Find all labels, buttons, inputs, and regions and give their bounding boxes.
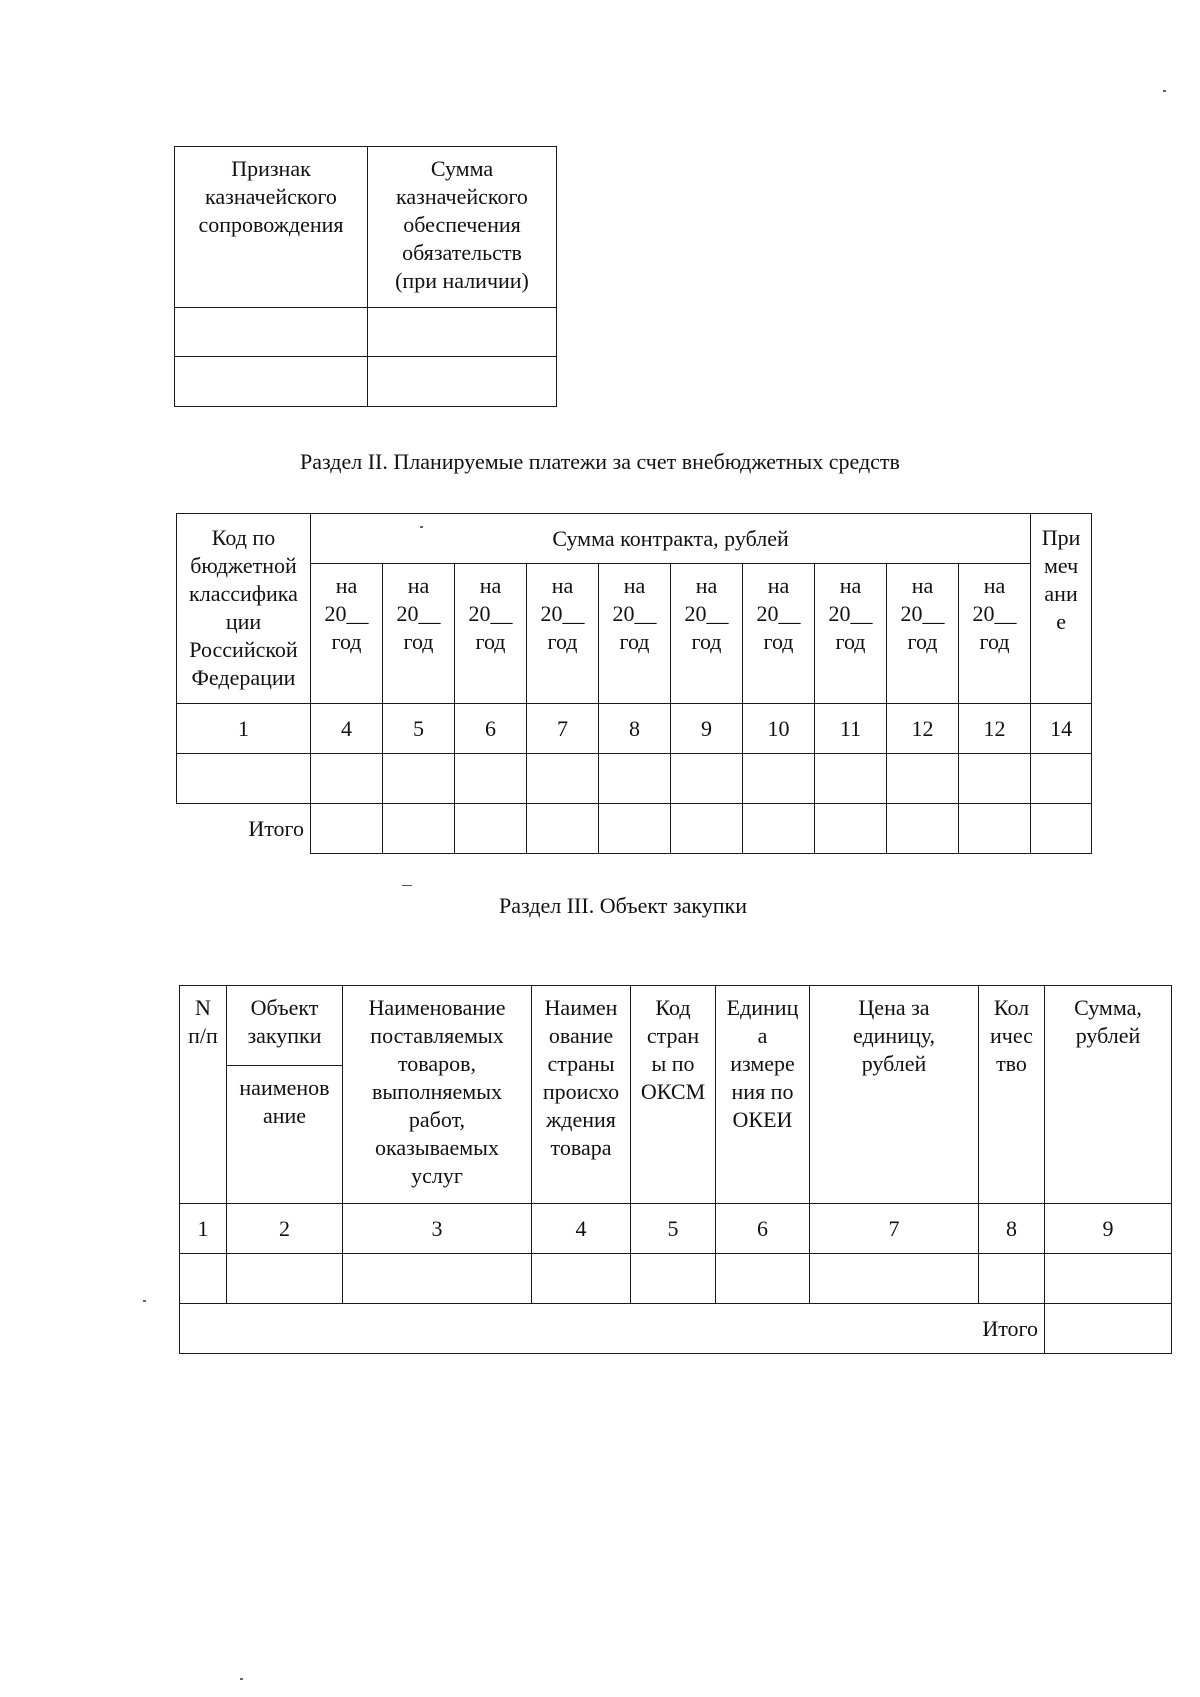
column-number: 3: [343, 1204, 532, 1254]
table-cell: [1031, 804, 1092, 854]
table-cell: [177, 754, 311, 804]
column-number: 8: [979, 1204, 1045, 1254]
section-3-title: Раздел III. Объект закупки: [499, 893, 747, 918]
table-cell: [532, 1254, 631, 1304]
year-header: на 20__ год: [743, 564, 815, 704]
column-number: 6: [716, 1204, 810, 1254]
column-number: 7: [527, 704, 599, 754]
table-cell: [815, 754, 887, 804]
year-header: на 20__ год: [815, 564, 887, 704]
column-number: 8: [599, 704, 671, 754]
np-header: N п/п: [180, 986, 227, 1204]
table-cell: [599, 804, 671, 854]
year-header: на 20__ год: [455, 564, 527, 704]
year-header: на 20__ год: [887, 564, 959, 704]
object-name-subheader: наименов ание: [227, 1066, 343, 1204]
oksm-header: Код стран ы по ОКСМ: [631, 986, 716, 1204]
table-cell: [227, 1254, 343, 1304]
scan-speck: [1163, 90, 1166, 92]
table-cell: [1031, 754, 1092, 804]
column-number: 9: [1045, 1204, 1172, 1254]
table-cell: [311, 804, 383, 854]
table-cell: [887, 754, 959, 804]
table-cell: [368, 357, 557, 407]
year-header: на 20__ год: [671, 564, 743, 704]
year-header: на 20__ год: [527, 564, 599, 704]
scan-speck: [143, 1300, 146, 1302]
total-label: Итого: [180, 1304, 1045, 1354]
object-header: Объект закупки: [227, 986, 343, 1066]
treasury-support-table: [174, 146, 557, 407]
table-cell: [959, 804, 1031, 854]
year-header: на 20__ год: [383, 564, 455, 704]
table-cell: [175, 308, 368, 357]
table-cell: [180, 1254, 227, 1304]
table-cell: [383, 804, 455, 854]
scan-speck: [420, 526, 423, 528]
total-label: Итого: [248, 815, 304, 841]
column-number: 4: [311, 704, 383, 754]
column-number: 14: [1031, 704, 1092, 754]
column-number: 4: [532, 1204, 631, 1254]
table-cell: [175, 357, 368, 407]
table-cell: [455, 804, 527, 854]
sum-header: Сумма, рублей: [1045, 986, 1172, 1204]
column-number: 1: [177, 704, 311, 754]
table-cell: [743, 804, 815, 854]
table-cell: [716, 1254, 810, 1304]
unit-header: Единиц а измере ния по ОКЕИ: [716, 986, 810, 1204]
column-number: 7: [810, 1204, 979, 1254]
table-cell: [959, 754, 1031, 804]
goods-name-header: Наименование поставляемых товаров, выполняемых работ, оказываемых услуг: [343, 986, 532, 1204]
planned-payments-table: [176, 513, 1092, 854]
table-cell: [527, 754, 599, 804]
column-number: 2: [227, 1204, 343, 1254]
price-header: Цена за единицу, рублей: [810, 986, 979, 1204]
table-cell: [671, 804, 743, 854]
table-cell: [599, 754, 671, 804]
table-cell: [368, 308, 557, 357]
treasury-support-header: Признак казначейского сопровождения: [175, 147, 368, 308]
table-cell: [311, 754, 383, 804]
table-cell: [815, 804, 887, 854]
table-cell: [887, 804, 959, 854]
section-2-title: Раздел II. Планируемые платежи за счет внебюджетных средств: [300, 449, 900, 474]
column-number: 5: [631, 1204, 716, 1254]
column-number: 5: [383, 704, 455, 754]
table-cell: [383, 754, 455, 804]
column-number: 12: [887, 704, 959, 754]
treasury-security-sum-header: Сумма казначейского обеспечения обязательств (при наличии): [368, 147, 557, 308]
table-cell: [631, 1254, 716, 1304]
scan-speck: [240, 1678, 243, 1680]
country-header: Наимен ование страны происхо ждения товара: [532, 986, 631, 1204]
column-number: 1: [180, 1204, 227, 1254]
contract-sum-header: Сумма контракта, рублей: [311, 514, 1031, 564]
year-header: на 20__ год: [311, 564, 383, 704]
column-number: 9: [671, 704, 743, 754]
table-cell: [671, 754, 743, 804]
quantity-header: Кол ичес тво: [979, 986, 1045, 1204]
table-cell: [743, 754, 815, 804]
table-cell: [527, 804, 599, 854]
column-number: 6: [455, 704, 527, 754]
note-header: При меч ани е: [1031, 514, 1092, 704]
budget-code-header: Код по бюджетной классифика ции Российской Федерации: [177, 514, 311, 704]
table-cell: [1045, 1254, 1172, 1304]
column-number: 11: [815, 704, 887, 754]
table-cell: [455, 754, 527, 804]
year-header: на 20__ год: [599, 564, 671, 704]
column-number: 12: [959, 704, 1031, 754]
year-header: на 20__ год: [959, 564, 1031, 704]
column-number: 10: [743, 704, 815, 754]
table-cell: [343, 1254, 532, 1304]
table-cell: [1045, 1304, 1172, 1354]
table-cell: [979, 1254, 1045, 1304]
scan-speck: [402, 885, 412, 886]
procurement-object-table: [179, 985, 1172, 1354]
table-cell: [810, 1254, 979, 1304]
